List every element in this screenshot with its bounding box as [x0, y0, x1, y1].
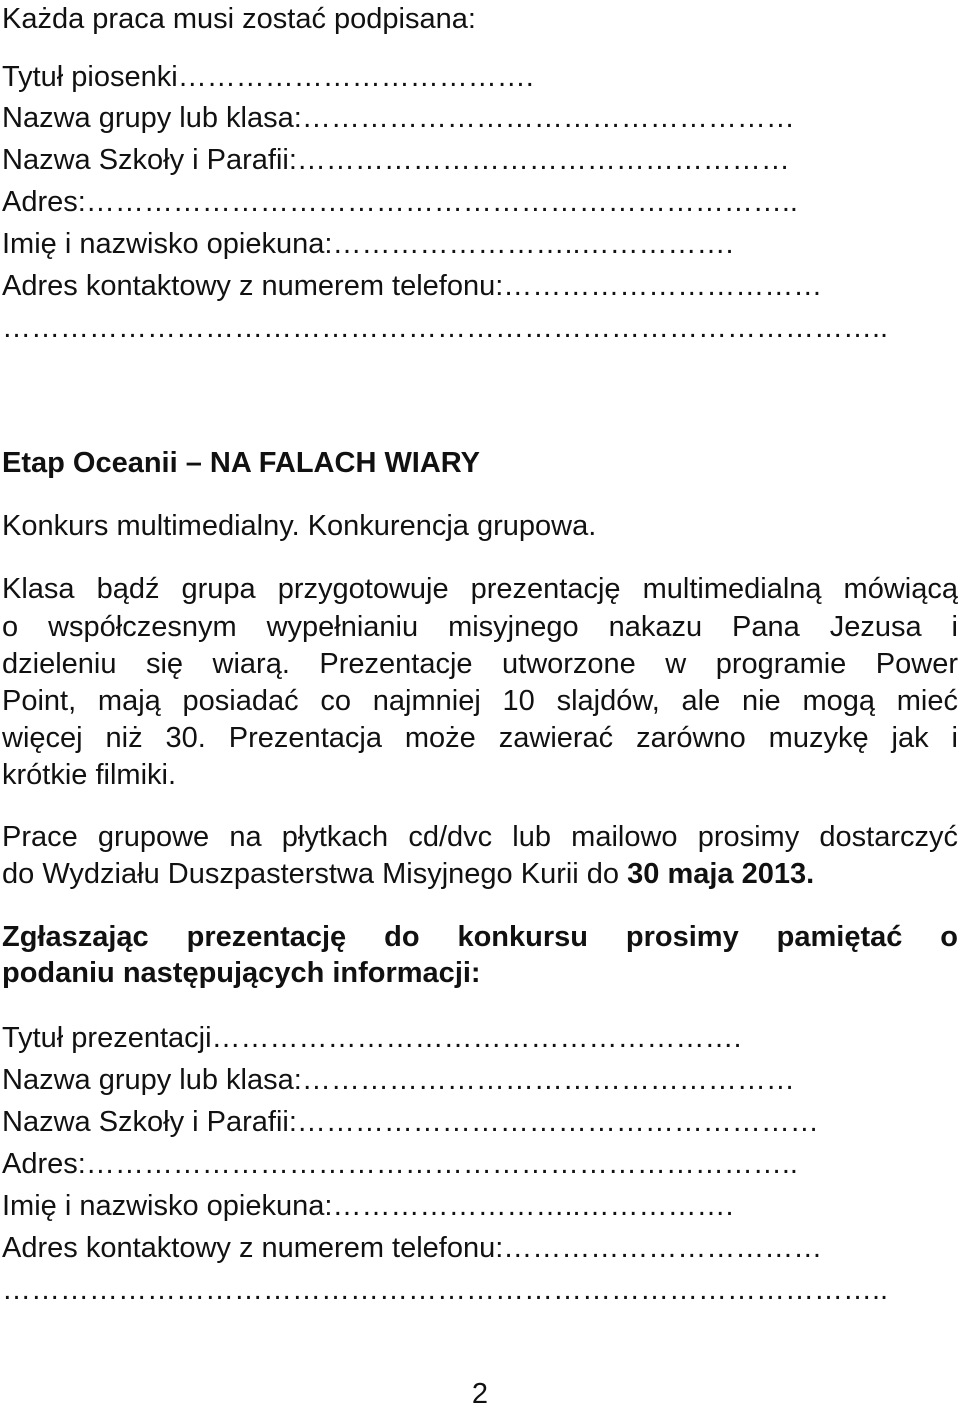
form1-guardian-field: Imię i nazwisko opiekuna:……………………..……………. [2, 228, 734, 260]
form1-school-field: Nazwa Szkoły i Parafii:…………………………………………… [2, 144, 790, 176]
para2-line2 [2, 857, 958, 891]
contest-type: Konkurs multimedialny. Konkurencja grupowa. [2, 510, 597, 542]
para1-line: Point, mają posiadać co najmniej 10 slajdów, ale nie mogą mieć [2, 685, 958, 717]
form2-address-field: Adres:……………………………………………………………….. [2, 1148, 798, 1180]
form2-contact-field: Adres kontaktowy z numerem telefonu:…………………………… [2, 1232, 823, 1264]
form1-title-field: Tytuł piosenki………………………………. [2, 61, 534, 93]
para1-line: więcej niż 30. Prezentacja może zawierać zarówno muzykę jak i [2, 722, 958, 754]
form2-title-field: Tytuł prezentacji………………………………………………. [2, 1022, 742, 1054]
notice-line1: Zgłaszając prezentację do konkursu prosimy pamiętać o [2, 921, 958, 953]
form1-contact-field: Adres kontaktowy z numerem telefonu:…………………………… [2, 270, 823, 302]
para1-line: krótkie filmiki. [2, 759, 177, 791]
para2-plain: do Wydziału Duszpasterstwa Misyjnego Kurii do [2, 858, 628, 890]
form2-group-field: Nazwa grupy lub klasa:…………………………………………… [2, 1064, 795, 1096]
form2-contact-continuation: ……………………………………………………………………………….. [2, 1274, 889, 1306]
form1-intro: Każda praca musi zostać podpisana: [2, 3, 476, 35]
para1-line: o współczesnym wypełnianiu misyjnego nakazu Pana Jezusa i [2, 611, 958, 643]
form1-group-field: Nazwa grupy lub klasa:…………………………………………… [2, 102, 795, 134]
para2-deadline: 30 maja 2013. [627, 858, 815, 890]
page-number: 2 [471, 1378, 489, 1410]
para2-line1: Prace grupowe na płytkach cd/dvc lub mailowo prosimy dostarczyć [2, 821, 958, 853]
stage-heading: Etap Oceanii – NA FALACH WIARY [2, 447, 481, 479]
para1-line: Klasa bądź grupa przygotowuje prezentację multimedialną mówiącą [2, 573, 958, 605]
notice-line2: podaniu następujących informacji: [2, 957, 481, 989]
form1-contact-continuation: ……………………………………………………………………………….. [2, 312, 889, 344]
form1-address-field: Adres:……………………………………………………………….. [2, 186, 798, 218]
form2-guardian-field: Imię i nazwisko opiekuna:……………………..……………. [2, 1190, 734, 1222]
form2-school-field: Nazwa Szkoły i Parafii:……………………………………………… [2, 1106, 819, 1138]
para1-line: dzieleniu się wiarą. Prezentacje utworzone w programie Power [2, 648, 958, 680]
